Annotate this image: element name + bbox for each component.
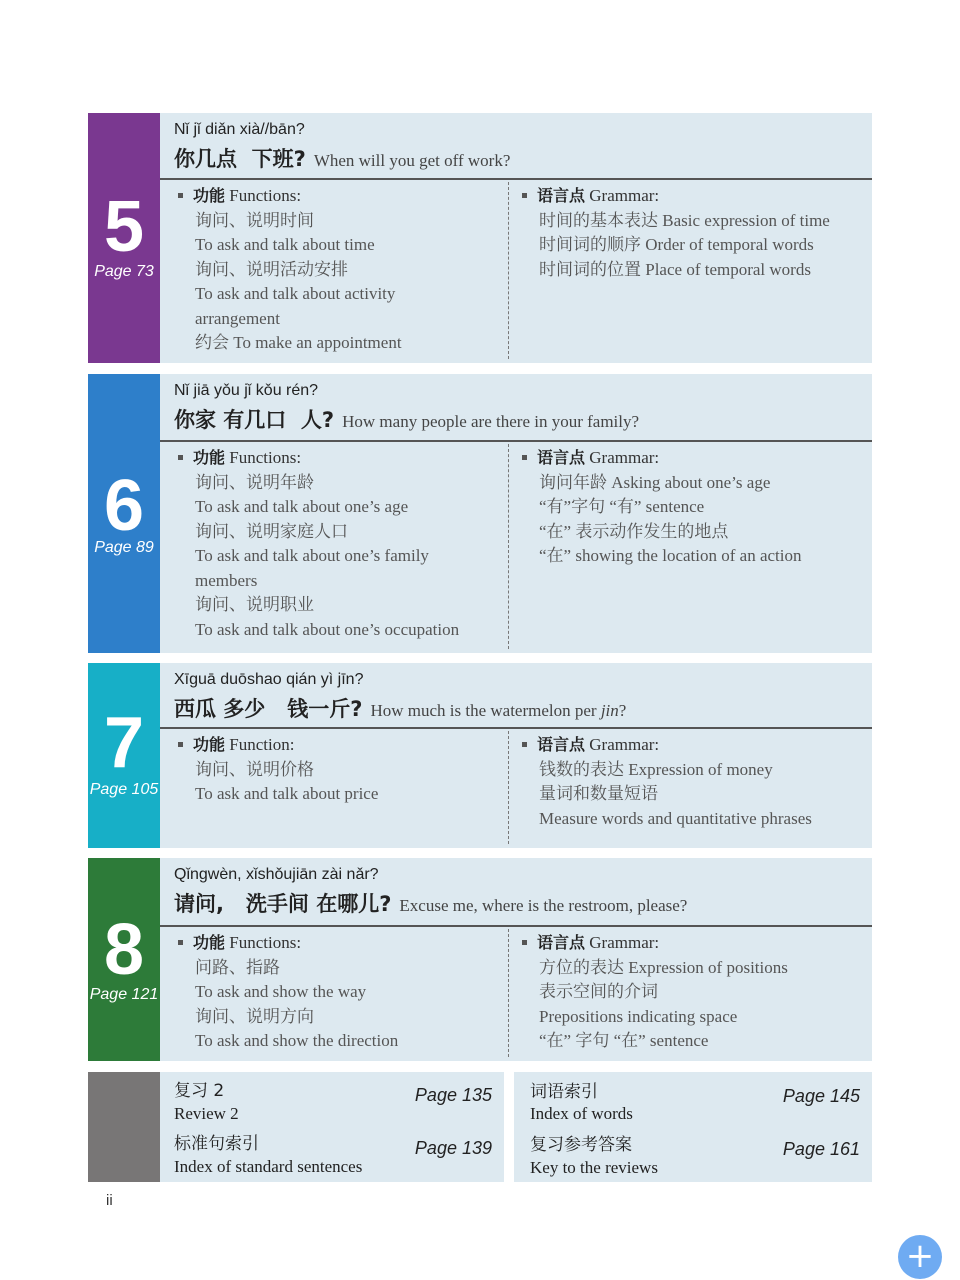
functions-item: arrangement	[195, 308, 280, 328]
grammar-item: 量词和数量短语	[539, 784, 658, 803]
column-divider	[508, 929, 509, 1057]
grammar-item: “有”字句 “有” sentence	[539, 497, 705, 516]
lesson-pinyin: Nǐ jiā yǒu jǐ kǒu rén?	[174, 382, 319, 399]
functions-item: 询问、说明活动安排	[195, 259, 348, 279]
functions-label-cn: 功能	[193, 933, 226, 952]
grammar-column	[539, 184, 830, 282]
lesson-header	[160, 374, 872, 442]
lesson-header	[160, 113, 872, 180]
lesson-pinyin: Nǐ jǐ diǎn xià//bān?	[174, 121, 305, 138]
lesson-title	[174, 143, 510, 173]
bullet-icon	[522, 193, 527, 198]
footer-item-page[interactable]: Page 139	[414, 1138, 492, 1158]
footer-item-en[interactable]: Index of standard sentences	[174, 1157, 363, 1176]
functions-item: To ask and talk about price	[195, 784, 379, 803]
lesson-title-chinese: 西瓜 多少 钱一斤?	[174, 697, 363, 721]
functions-label-cn: 功能	[193, 448, 226, 467]
functions-column	[195, 446, 459, 642]
bullet-icon	[522, 455, 527, 460]
grammar-item: Prepositions indicating space	[539, 1006, 738, 1026]
functions-item: 询问、说明价格	[195, 759, 314, 779]
column-divider	[508, 444, 509, 649]
lesson-header	[160, 663, 872, 729]
lesson-header	[160, 858, 872, 927]
bullet-icon	[178, 455, 183, 460]
functions-label	[195, 733, 378, 758]
functions-item: 询问、说明方向	[195, 1006, 314, 1026]
lesson-page[interactable]: Page 121	[89, 986, 159, 1003]
functions-item: 询问、说明时间	[195, 210, 314, 230]
plus-icon: +	[905, 1236, 935, 1276]
column-divider	[508, 182, 509, 359]
bullet-icon	[522, 940, 527, 945]
functions-item: members	[195, 570, 258, 590]
lesson-title	[174, 404, 639, 434]
functions-column	[195, 184, 402, 356]
grammar-label-en: Grammar:	[589, 735, 660, 754]
unit-color-tab	[88, 113, 160, 363]
lesson-title-english: Excuse me, where is the restroom, please?	[399, 896, 688, 915]
functions-label	[195, 931, 398, 956]
lesson-unit-5[interactable]	[88, 113, 872, 363]
footer-item-en[interactable]: Index of words	[530, 1104, 633, 1123]
column-divider	[508, 731, 509, 844]
functions-item: To ask and show the direction	[195, 1031, 399, 1050]
bullet-icon	[522, 742, 527, 747]
page-number: ii	[106, 1192, 113, 1209]
functions-item: 询问、说明家庭人口	[195, 521, 348, 541]
functions-label	[195, 446, 459, 471]
grammar-item: “在” showing the location of an action	[539, 546, 802, 565]
functions-item: To ask and talk about activity	[195, 284, 396, 303]
lesson-title-english: How much is the watermelon per	[370, 701, 601, 720]
footer-item-cn[interactable]: 复习 2	[174, 1081, 225, 1101]
grammar-item: 钱数的表达 Expression of money	[539, 759, 773, 779]
functions-label-cn: 功能	[193, 186, 226, 205]
functions-label-en: Functions:	[229, 186, 302, 205]
grammar-item: 询问年龄 Asking about one’s age	[539, 472, 771, 492]
lesson-title-english-end: ?	[618, 701, 627, 720]
grammar-label	[539, 184, 830, 209]
grammar-label-cn: 语言点	[537, 186, 586, 205]
grammar-label	[539, 446, 801, 471]
lesson-title-english-em: jin	[600, 701, 619, 720]
lesson-pinyin: Xīguā duōshao qián yì jīn?	[174, 671, 364, 688]
lesson-title-chinese: 请问, 洗手间 在哪儿?	[174, 892, 392, 916]
lesson-unit-7[interactable]	[88, 663, 872, 848]
lesson-number: 6	[103, 466, 145, 546]
footer-item-page[interactable]: Page 161	[782, 1139, 860, 1159]
footer-item-en[interactable]: Key to the reviews	[530, 1158, 658, 1177]
grammar-label-cn: 语言点	[537, 735, 586, 754]
bullet-icon	[178, 940, 183, 945]
functions-item: 问路、指路	[195, 957, 280, 977]
unit-color-tab	[88, 858, 160, 1061]
grammar-column	[539, 931, 788, 1054]
footer-item-page[interactable]: Page 145	[782, 1086, 860, 1106]
lesson-number: 5	[103, 187, 145, 267]
functions-label-en: Functions:	[229, 448, 302, 467]
grammar-item: 时间词的位置 Place of temporal words	[539, 259, 811, 279]
functions-label-en: Functions:	[229, 933, 302, 952]
grammar-label-cn: 语言点	[537, 448, 586, 467]
grammar-item: “在” 字句 “在” sentence	[539, 1031, 709, 1050]
lesson-title	[174, 693, 626, 723]
lesson-unit-8[interactable]	[88, 858, 872, 1061]
grammar-label-cn: 语言点	[537, 933, 586, 952]
grammar-item: Measure words and quantitative phrases	[539, 808, 812, 828]
footer-item-cn[interactable]: 词语索引	[530, 1082, 598, 1102]
lesson-pinyin: Qǐngwèn, xǐshǒujiān zài nǎr?	[174, 866, 379, 883]
grammar-item: 表示空间的介词	[539, 982, 658, 1001]
bullet-icon	[178, 742, 183, 747]
grammar-item: 方位的表达 Expression of positions	[539, 957, 788, 977]
lesson-title-english: How many people are there in your family?	[342, 412, 640, 431]
lesson-page[interactable]: Page 105	[89, 781, 159, 798]
functions-item: 约会 To make an appointment	[195, 333, 402, 352]
functions-column	[195, 733, 378, 807]
lesson-number: 7	[103, 703, 145, 783]
lesson-title	[174, 888, 687, 918]
lesson-title-english: When will you get off work?	[313, 151, 511, 170]
grammar-label-en: Grammar:	[589, 933, 660, 952]
functions-item: To ask and talk about one’s age	[195, 497, 409, 516]
lesson-page[interactable]: Page 73	[94, 263, 154, 280]
functions-item: To ask and show the way	[195, 982, 367, 1001]
functions-item: To ask and talk about one’s family	[195, 546, 429, 565]
functions-column	[195, 931, 398, 1054]
unit-color-tab	[88, 663, 160, 848]
footer-item-cn[interactable]: 标准句索引	[174, 1134, 259, 1154]
grammar-label	[539, 931, 788, 956]
functions-label	[195, 184, 402, 209]
functions-item: 询问、说明职业	[195, 595, 314, 614]
grammar-label	[539, 733, 812, 758]
footer-item-en[interactable]: Review 2	[174, 1104, 239, 1123]
grammar-label-en: Grammar:	[589, 186, 660, 205]
functions-label-cn: 功能	[193, 735, 226, 754]
functions-item: To ask and talk about time	[195, 235, 375, 254]
grammar-item: 时间词的顺序 Order of temporal words	[539, 235, 814, 254]
lesson-number: 8	[103, 910, 145, 990]
lesson-title-chinese: 你几点 下班?	[174, 147, 306, 171]
functions-label-en: Function:	[229, 735, 295, 754]
functions-item: 询问、说明年龄	[195, 472, 314, 492]
add-button[interactable]	[898, 1235, 942, 1279]
footer-review-box	[88, 1072, 504, 1182]
grammar-item: “在” 表示动作发生的地点	[539, 521, 729, 541]
footer-item-page[interactable]: Page 135	[414, 1085, 492, 1105]
grammar-column	[539, 446, 801, 569]
grammar-column	[539, 733, 812, 831]
grammar-item: 时间的基本表达 Basic expression of time	[539, 210, 830, 230]
lesson-title-chinese: 你家 有几口 人?	[174, 408, 335, 432]
footer-color-tab	[88, 1072, 160, 1182]
bullet-icon	[178, 193, 183, 198]
functions-item: To ask and talk about one’s occupation	[195, 619, 460, 639]
grammar-label-en: Grammar:	[589, 448, 660, 467]
footer-index-box	[514, 1072, 872, 1182]
unit-color-tab	[88, 374, 160, 653]
lesson-page[interactable]: Page 89	[94, 539, 154, 556]
footer-item-cn[interactable]: 复习参考答案	[530, 1135, 632, 1155]
lesson-unit-6[interactable]	[88, 374, 872, 653]
